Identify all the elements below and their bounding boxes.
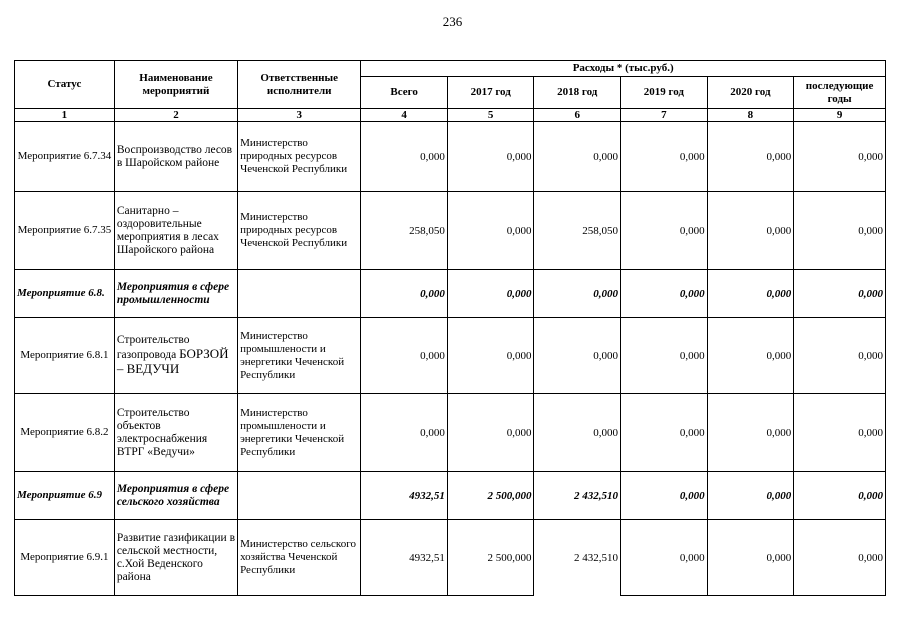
col-number: 2 [114,109,237,122]
row-value-2020: 0,000 [707,472,794,520]
row-executor [238,472,361,520]
table-row [15,520,886,596]
row-value-later: 0,000 [794,520,886,596]
row-value-total: 4932,51 [361,520,448,596]
row-name-highlight: БОРЗОЙ – ВЕДУЧИ [116,346,229,376]
row-status: Мероприятие 6.9 [15,472,115,520]
row-value-2018: 0,000 [534,270,621,318]
row-value-2019: 0,000 [621,394,708,472]
row-value-total: 258,050 [361,192,448,270]
row-status: Мероприятие 6.8.1 [15,318,115,394]
table-row [15,122,886,192]
row-value-later: 0,000 [794,270,886,318]
page-number: 236 [442,14,463,29]
row-value-2017: 0,000 [447,122,534,192]
row-value-2019: 0,000 [621,520,708,596]
budget-table [14,60,886,596]
col-number: 1 [15,109,115,122]
row-value-later: 0,000 [794,192,886,270]
row-name: Воспроизводство лесов в Шаройском районе [114,122,237,192]
header-2019: 2019 год [621,77,708,109]
row-value-2019: 0,000 [621,192,708,270]
row-value-2018: 0,000 [534,122,621,192]
header-2020: 2020 год [707,77,794,109]
row-executor: Министерство сельского хозяйства Чеченской Республики [238,520,361,596]
row-value-2019: 0,000 [621,122,708,192]
col-number: 3 [238,109,361,122]
row-value-2019: 0,000 [621,472,708,520]
table-row [15,394,886,472]
row-value-2017: 0,000 [447,270,534,318]
row-value-2020: 0,000 [707,318,794,394]
header-name: Наименование мероприятий [114,61,237,109]
row-value-2020: 0,000 [707,270,794,318]
row-value-2017: 0,000 [447,318,534,394]
row-value-total: 0,000 [361,270,448,318]
header-2018: 2018 год [534,77,621,109]
row-value-later: 0,000 [794,394,886,472]
table-row [15,472,886,520]
col-number: 8 [707,109,794,122]
row-value-total: 4932,51 [361,472,448,520]
row-value-2017: 2 500,000 [447,472,534,520]
row-value-total: 0,000 [361,122,448,192]
row-name: Развитие газификации в сельской местности, с.Хой Веденского района [114,520,237,596]
row-status: Мероприятие 6.8. [15,270,115,318]
row-name: Строительство объектов электроснабжения ВТРГ «Ведучи» [114,394,237,472]
header-expenses: Расходы * (тыс.руб.) [361,61,886,77]
header-total: Всего [361,77,448,109]
header-2017: 2017 год [447,77,534,109]
table-row [15,192,886,270]
row-value-total: 0,000 [361,394,448,472]
row-value-2018: 2 432,510 [534,520,621,596]
row-value-later: 0,000 [794,122,886,192]
row-value-2017: 2 500,000 [447,520,534,596]
row-executor: Министерство природных ресурсов Чеченской Республики [238,122,361,192]
row-value-2020: 0,000 [707,520,794,596]
row-value-2018: 2 432,510 [534,472,621,520]
row-status: Мероприятие 6.8.2 [15,394,115,472]
header-later: последующие годы [794,77,886,109]
row-name: Мероприятия в сфере промышленности [114,270,237,318]
row-name [114,318,237,394]
row-value-2017: 0,000 [447,192,534,270]
row-executor: Министерство промышлености и энергетики Чеченской Республики [238,394,361,472]
header-executors: Ответственные исполнители [238,61,361,109]
row-executor: Министерство природных ресурсов Чеченской Республики [238,192,361,270]
row-executor [238,270,361,318]
header-status: Статус [15,61,115,109]
row-value-2019: 0,000 [621,270,708,318]
col-number: 7 [621,109,708,122]
row-value-later: 0,000 [794,318,886,394]
table-row [15,318,886,394]
row-name: Мероприятия в сфере сельского хозяйства [114,472,237,520]
row-value-later: 0,000 [794,472,886,520]
col-number: 5 [447,109,534,122]
col-number: 6 [534,109,621,122]
row-value-total: 0,000 [361,318,448,394]
row-value-2018: 258,050 [534,192,621,270]
row-value-2019: 0,000 [621,318,708,394]
table-row [15,270,886,318]
row-value-2018: 0,000 [534,394,621,472]
row-value-2020: 0,000 [707,122,794,192]
row-name-text: Строительство газопровода [116,334,190,361]
row-status: Мероприятие 6.9.1 [15,520,115,596]
row-executor: Министерство промышлености и энергетики Чеченской Республики [238,318,361,394]
col-number: 9 [794,109,886,122]
row-value-2020: 0,000 [707,394,794,472]
col-number: 4 [361,109,448,122]
row-name: Санитарно – оздоровительные мероприятия в лесах Шаройского района [114,192,237,270]
row-value-2020: 0,000 [707,192,794,270]
row-value-2018: 0,000 [534,318,621,394]
row-status: Мероприятие 6.7.35 [15,192,115,270]
row-value-2017: 0,000 [447,394,534,472]
row-status: Мероприятие 6.7.34 [15,122,115,192]
